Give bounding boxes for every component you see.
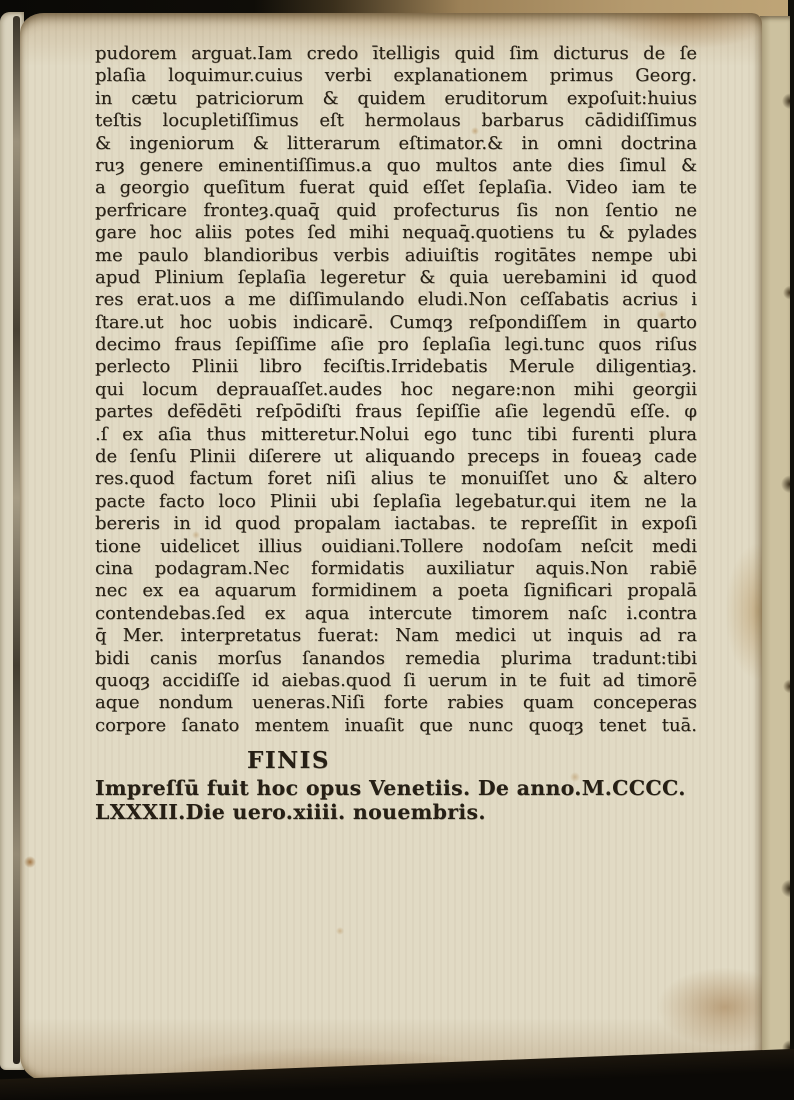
text-line: me paulo blandioribus verbis adiuiſtis rogitātes nempe ubi <box>95 244 697 266</box>
text-block <box>95 43 697 824</box>
finis-heading: FINIS <box>247 747 330 775</box>
text-line: ſtare.ut hoc uobis indicarē. Cumqȝ reſpondiſſem in quarto <box>95 311 697 333</box>
text-line: perlecto Plinii libro feciſtis.Irridebatis Merule diligentiaȝ. <box>95 356 697 378</box>
colophon-line: LXXXII.Die uero.xiiii. nouembris. <box>95 799 486 824</box>
text-line: pacte facto loco Plinii ubi ſeplaſia legebatur.qui item ne la <box>95 490 697 512</box>
text-line: plaſia loquimur.cuius verbi explanationem primus Georg. <box>95 65 697 87</box>
text-line: perfricare fronteȝ.quaq̄ quid profecturus ſis non ſentio ne <box>95 199 697 221</box>
text-line: corpore ſanato mentem inuaſit que nunc quoqȝ tenet tuā. <box>95 714 697 736</box>
text-line: nec ex ea aquarum formidinem a poeta ſignificari propalā <box>95 580 697 602</box>
text-line: teſtis locupletiſſimus eſt hermolaus barbarus cādidiſſimus <box>95 110 697 132</box>
text-line: tione uidelicet illius ouidiani.Tollere nodoſam neſcit medi <box>95 535 697 557</box>
text-line: cina podagram.Nec formidatis auxiliatur aquis.Non rabiē <box>95 557 697 579</box>
text-line: quoqȝ accidiſſe id aiebas.quod ſi uerum in te fuit ad timorē <box>95 669 697 691</box>
text-line: aque nondum ueneras.Niſi forte rabies quam conceperas <box>95 692 697 714</box>
text-line: & ingeniorum & litterarum eſtimator.& in omni doctrina <box>95 132 697 154</box>
text-line: contendebas.ſed ex aqua intercute timorem naſc i.contra <box>95 602 697 624</box>
page-paper <box>20 13 762 1082</box>
text-line: a georgio queſitum fuerat quid eſſet ſeplaſia. Video iam te <box>95 177 697 199</box>
text-line: bereris in id quod propalam iactabas. te repreſſit in expoſi <box>95 513 697 535</box>
text-line: res erat.uos a me diſſimulando eludi.Non ceſſabatis acrius i <box>95 289 697 311</box>
text-line: partes defēdēti reſpōdiſti fraus ſepiſſie aſie legendū eſſe. φ <box>95 401 697 423</box>
colophon <box>95 777 697 824</box>
text-line: decimo fraus ſepiſſime aſie pro ſeplaſia legi.tunc quos riſus <box>95 334 697 356</box>
colophon-line: Impreſſū fuit hoc opus Venetiis. De anno.M.CCCC. <box>95 776 686 801</box>
text-line: bidi canis morſus ſanandos remedia plurima tradunt:tibi <box>95 647 697 669</box>
text-line: in cætu patriciorum & quidem eruditorum expoſuit:huius <box>95 87 697 109</box>
text-line: q̄ Mer. interpretatus fuerat: Nam medici ut inquis ad ra <box>95 625 697 647</box>
underlying-page-edge <box>760 16 790 1080</box>
text-line: ruȝ genere eminentiſſimus.a quo multos ante dies ſimul & <box>95 154 697 176</box>
text-line: gare hoc aliis potes ſed mihi nequaq̄.quotiens tu & pylades <box>95 222 697 244</box>
text-line: res.quod factum foret niſi alius te monuiſſet uno & altero <box>95 468 697 490</box>
text-line: qui locum deprauaſſet.audes hoc negare:non mihi georgii <box>95 378 697 400</box>
book-gutter-crease <box>13 16 20 1064</box>
text-line: de ſenſu Plinii diſerere ut aliquando preceps in foueaȝ cade <box>95 446 697 468</box>
text-line: pudorem arguat.Iam credo ītelligis quid ſim dicturus de ſe <box>95 43 697 64</box>
text-line: .ſ ex aſia thus mitteretur.Nolui ego tunc tibi furenti plura <box>95 423 697 445</box>
text-line: apud Plinium ſeplaſia legeretur & quia uerebamini id quod <box>95 266 697 288</box>
